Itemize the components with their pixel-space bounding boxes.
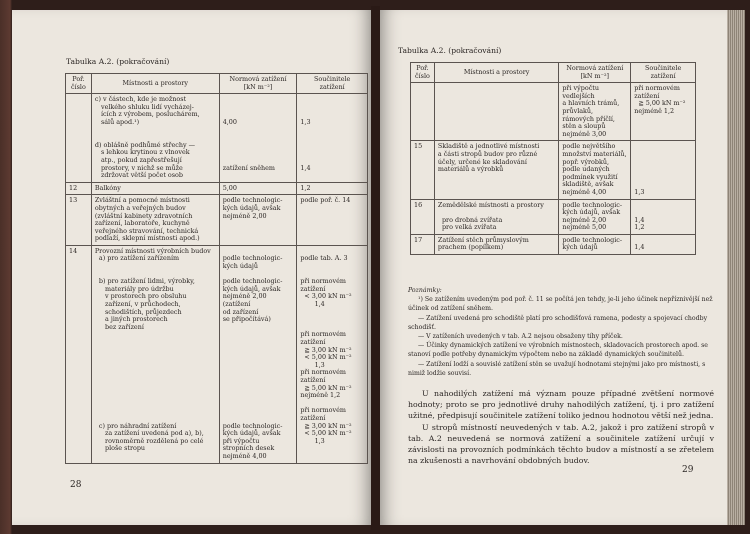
- note-item: ¹) Se zatížením uvedeným pod poř. č. 11 se počítá jen tehdy, je-li jeho účinek nepříznivější než účinek od zatížení sněhem.: [408, 296, 713, 313]
- col-header-load: Normová zatížení [kN m⁻²]: [219, 74, 297, 94]
- row-room-cell: Zatížení stěch průmyslovým prachem (popílkem): [434, 234, 558, 254]
- col-header-load: Normová zatížení [kN m⁻²]: [559, 63, 631, 83]
- table-row: [66, 195, 368, 246]
- note-item: — Zatížení uvedená pro schodiště platí pro schodišťová ramena, podesty a spojevací chodby schodišť.: [408, 314, 708, 331]
- row-number-cell: 15: [411, 141, 435, 199]
- note-item: — Účinky dynamických zatížení ve výrobních místnostech, skladovacích prostorech apod. se stanoví podle potřeby dynamickým výpočtem nebo na základě dynamických součinitelů.: [408, 342, 708, 359]
- row-coef-cell: 1,2: [297, 182, 368, 195]
- body-paragraph: U nahodilých zatížení má význam pouze případné zvětšení normové hodnoty; proto se pro jednotlivé druhy nahodilých zatížení, tj. i pro zatížení užitné, předpisují součinitele zatížení toliko jednou hodnotou větší než jedna.: [408, 389, 714, 421]
- row-coef-cell: podle tab. A. 3 při normovém zatížení < 3,00 kN m⁻² 1,4 při normovém zatížení ≧ 3,00 kN m⁻² < 5,00 kN m⁻² 1,3 při normovém zatížení ≧ 5,00 kN m⁻² nejméně 1,2 při normovém zatížení ≧ 3,00 kN m⁻² < 5,00 kN m⁻² 1,3: [297, 245, 368, 463]
- row-number-cell: [66, 94, 92, 183]
- col-header-room: Místnosti a prostory: [434, 63, 558, 83]
- row-coef-cell: podle poř. č. 14: [297, 195, 368, 246]
- table-row: [66, 182, 368, 195]
- note-item: — V zatíženích uvedených v tab. A.2 nejsou obsaženy tíhy příček.: [418, 333, 623, 341]
- row-room-cell: [434, 83, 558, 141]
- row-load-cell: podle technologic- kých údajů, avšak nejméně 2,00 nejméně 5,00: [559, 199, 631, 234]
- row-coef-cell: 1,3 1,4: [297, 94, 368, 183]
- row-room-cell: c) v částech, kde je možnost velkého shluku lidí vycházej- ících z výrobem, posluchárem, sálů apod.¹) d) oblášně podhůmé střechy — s lehkou krytinou z vlnovek atp., pokud zapřestřešují prostory, v nichž se může zdržovat větší počet osob: [91, 94, 219, 183]
- row-number-cell: 17: [411, 234, 435, 254]
- page-number: 28: [70, 480, 82, 490]
- table-row: [66, 94, 368, 183]
- row-number-cell: 12: [66, 182, 92, 195]
- row-room-cell: Skladiště a jednotlivé místnosti a části stropů budov pro různé účely, určené ke skladování materiálů a výrobků: [434, 141, 558, 199]
- row-load-cell: při výpočtu vedlejších a hlavních trámů, průvlaků, rámových příčlí, stěn a sloupů nejméně 3,00: [559, 83, 631, 141]
- load-table-left: [65, 73, 368, 464]
- col-header-num: Poř. číslo: [411, 63, 435, 83]
- book-gutter: [371, 6, 380, 530]
- row-load-cell: podle technologic- kých údajů, avšak nejméně 2,00: [219, 195, 297, 246]
- load-table-right: [410, 62, 696, 255]
- row-number-cell: 14: [66, 245, 92, 463]
- table-header-row: [66, 74, 368, 94]
- table-row: [411, 141, 696, 199]
- table-caption: Tabulka A.2. (pokračování): [66, 57, 170, 66]
- page-edges: [727, 10, 745, 525]
- table-row: [411, 234, 696, 254]
- row-coef-cell: 1,3: [631, 141, 696, 199]
- row-room-cell: Zvláštní a pomocné místnosti obytných a veřejných budov (zvláštní kabinety zdravotních zařízení, laboratoře, kuchyně veřejného stravování, technická podlaží, sklepní místnosti apod.): [91, 195, 219, 246]
- row-room-cell: Provozní místnosti výrobních budov a) pro zatížení zařízením b) pro zatížení lidmi, výrobky, materiály pro údržbu v prostorech pro obsluhu zařízení, v průchodech, schodištích, průjezdech a jiných prostorech bez zařízení c) pro náhradní zatížení za zatížení uvedená pod a), b), rovnoměrně rozdělená po celé ploše stropu: [91, 245, 219, 463]
- row-room-cell: Balkóny: [91, 182, 219, 195]
- table-row: [411, 83, 696, 141]
- left-page: [12, 10, 371, 525]
- col-header-coef: Součinitele zatížení: [631, 63, 696, 83]
- note-item: — Zatížení lodží a souvislé zatížení stěn se uvažují hodnotami stejnými jako pro místnosti, s nimiž lodžie souvisí.: [408, 360, 706, 377]
- row-number-cell: 13: [66, 195, 92, 246]
- col-header-room: Místnosti a prostory: [91, 74, 219, 94]
- row-coef-cell: při normovém zatížení ≧ 5,00 kN m⁻² nejméně 1,2: [631, 83, 696, 141]
- table-row: [66, 245, 368, 463]
- right-page: [380, 10, 727, 525]
- row-load-cell: podle technologic- kých údajů: [559, 234, 631, 254]
- body-paragraph: U stropů místností neuvedených v tab. A.2, jakož i pro zatížení stropů v tab. A.2 neuvedená se normová zatížení a součinitele zatížení určují v závislosti na provozních podmínkách těchto budov a místností a se zřetelem na zkušenosti a navrhování obdobných budov.: [408, 422, 714, 466]
- row-load-cell: podle technologic- kých údajů podle technologic- kých údajů, avšak nejméně 2,00 (zatížení od zařízení se připočítává) podle technologic- kých údajů, avšak při výpočtu stropních desek nejméně 4,00: [219, 245, 297, 463]
- row-coef-cell: 1,4: [631, 234, 696, 254]
- notes-heading: Poznámky:: [408, 287, 442, 294]
- notes-block: [408, 286, 714, 378]
- row-room-cell: Zemědělské místnosti a prostory pro drobná zvířata pro velká zvířata: [434, 199, 558, 234]
- page-number: 29: [682, 465, 694, 475]
- row-coef-cell: 1,4 1,2: [631, 199, 696, 234]
- row-load-cell: podle největšího množství materiálů, popř. výrobků, podle udaných podmínek využití skladiště, avšak nejméně 4,00: [559, 141, 631, 199]
- row-number-cell: 16: [411, 199, 435, 234]
- table-caption: Tabulka A.2. (pokračování): [398, 46, 502, 55]
- col-header-num: Poř. číslo: [66, 74, 92, 94]
- row-number-cell: [411, 83, 435, 141]
- col-header-coef: Součinitele zatížení: [297, 74, 368, 94]
- row-load-cell: 4,00 zatížení sněhem: [219, 94, 297, 183]
- table-header-row: [411, 63, 696, 83]
- table-row: [411, 199, 696, 234]
- row-load-cell: 5,00: [219, 182, 297, 195]
- body-text: [408, 388, 714, 466]
